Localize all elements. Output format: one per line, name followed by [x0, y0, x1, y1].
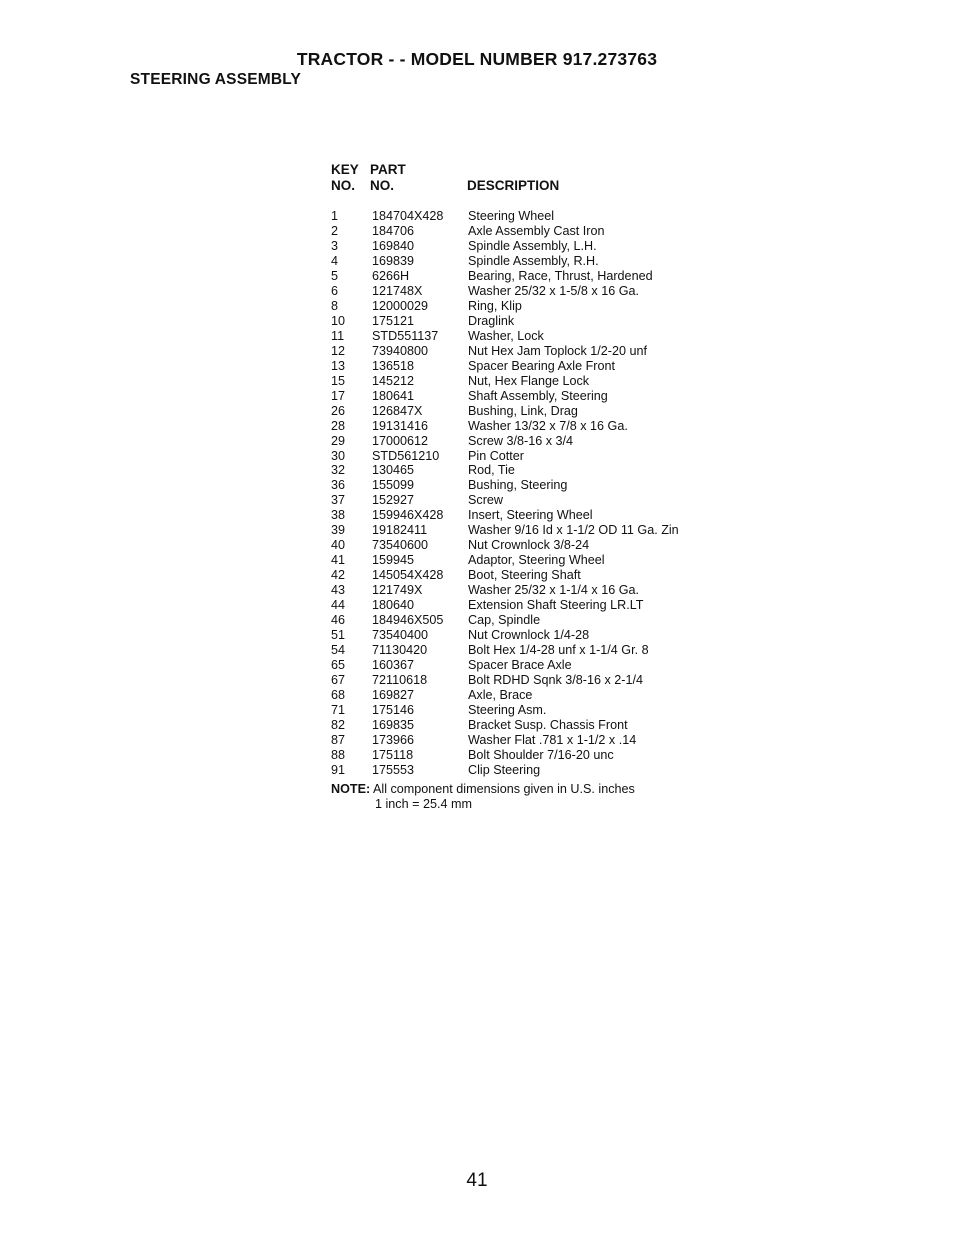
- description: Nut Crownlock 3/8-24: [468, 538, 590, 553]
- part-no: 152927: [372, 493, 415, 508]
- key-no: 41: [331, 553, 346, 568]
- description: Bushing, Steering: [468, 478, 568, 493]
- description: Washer 9/16 Id x 1-1/2 OD 11 Ga. Zin: [468, 523, 679, 538]
- col-header-part-line2: NO.: [370, 178, 395, 193]
- part-no: 145212: [372, 373, 415, 388]
- table-row: [331, 733, 891, 748]
- key-no: 8: [331, 298, 339, 313]
- description: Nut Hex Jam Toplock 1/2-20 unf: [468, 343, 647, 358]
- part-no: 160367: [372, 658, 415, 673]
- part-no: 19131416: [372, 418, 429, 433]
- description: Washer 25/32 x 1-1/4 x 16 Ga.: [468, 583, 640, 598]
- col-header-key-no: [331, 162, 359, 194]
- key-no: 40: [331, 538, 346, 553]
- description: Spindle Assembly, R.H.: [468, 253, 599, 268]
- part-no: 17000612: [372, 433, 429, 448]
- table-row: [331, 239, 891, 254]
- key-no: 32: [331, 463, 346, 478]
- table-row: [331, 359, 891, 374]
- key-no: 87: [331, 732, 346, 747]
- part-no: 136518: [372, 358, 415, 373]
- description: Steering Asm.: [468, 702, 547, 717]
- description: Screw 3/8-16 x 3/4: [468, 433, 573, 448]
- key-no: 28: [331, 418, 346, 433]
- key-no: 68: [331, 688, 346, 702]
- key-no: 12: [331, 343, 346, 358]
- note-conversion: 1 inch = 25.4 mm: [375, 797, 472, 811]
- table-row: [331, 643, 891, 658]
- description: Axle Assembly Cast Iron: [468, 223, 605, 238]
- description: Bushing, Link, Drag: [468, 403, 578, 418]
- page-number: 41: [466, 1170, 488, 1191]
- description: Ring, Klip: [468, 298, 522, 313]
- description: Spindle Assembly, L.H.: [468, 238, 597, 253]
- key-no: 37: [331, 493, 346, 508]
- key-no: 5: [331, 268, 339, 283]
- table-row: [331, 628, 891, 643]
- description: Adaptor, Steering Wheel: [468, 553, 605, 568]
- part-no: 145054X428: [372, 568, 444, 583]
- table-row: [331, 568, 891, 583]
- table-row: [331, 523, 891, 538]
- col-header-part-no: [370, 162, 406, 194]
- key-no: 10: [331, 313, 346, 328]
- key-no: 15: [331, 373, 346, 388]
- description: Pin Cotter: [468, 448, 524, 463]
- part-no: 130465: [372, 463, 415, 478]
- table-row: [331, 269, 891, 284]
- part-no: 169835: [372, 717, 415, 732]
- description: Extension Shaft Steering LR.LT: [468, 598, 644, 613]
- table-row: [331, 703, 891, 718]
- description: Cap, Spindle: [468, 613, 541, 628]
- table-row: [331, 538, 891, 553]
- table-row: [331, 209, 891, 224]
- key-no: 82: [331, 717, 346, 732]
- table-row: [331, 374, 891, 389]
- key-no: 38: [331, 508, 346, 523]
- part-no: 6266H: [372, 268, 410, 283]
- part-no: 71130420: [372, 643, 428, 658]
- key-no: 6: [331, 283, 339, 298]
- key-no: 36: [331, 478, 346, 493]
- part-no: 121748X: [372, 283, 423, 298]
- table-row: [331, 478, 891, 493]
- part-no: 126847X: [372, 403, 423, 418]
- table-row: [331, 598, 891, 613]
- part-no: 73540400: [372, 628, 429, 643]
- key-no: 11: [331, 328, 345, 343]
- table-row: [331, 434, 891, 449]
- table-row: [331, 419, 891, 434]
- description: Washer Flat .781 x 1-1/2 x .14: [468, 732, 637, 747]
- table-row: [331, 224, 891, 239]
- table-row: [331, 404, 891, 419]
- description: Spacer Brace Axle: [468, 658, 572, 673]
- part-no: 73540600: [372, 538, 429, 553]
- key-no: 44: [331, 598, 346, 613]
- note-text: All component dimensions given in U.S. inches: [370, 782, 635, 796]
- part-no: 184946X505: [372, 613, 444, 628]
- description: Nut Crownlock 1/4-28: [468, 628, 590, 643]
- description: Spacer Bearing Axle Front: [468, 358, 616, 373]
- table-row: [331, 613, 891, 628]
- description: Rod, Tie: [468, 463, 515, 478]
- description: Screw: [468, 493, 503, 508]
- table-row: [331, 463, 891, 478]
- col-header-key-line1: KEY: [331, 162, 359, 177]
- part-no: 184704X428: [372, 209, 444, 223]
- table-row: [331, 344, 891, 359]
- table-row: [331, 254, 891, 269]
- key-no: 17: [331, 388, 346, 403]
- description: Axle, Brace: [468, 688, 533, 702]
- note-label: NOTE:: [331, 782, 371, 796]
- key-no: 13: [331, 358, 346, 373]
- key-no: 30: [331, 448, 346, 463]
- part-no: 169840: [372, 238, 415, 253]
- key-no: 67: [331, 673, 346, 688]
- part-no: 72110618: [372, 673, 428, 688]
- description: Steering Wheel: [468, 209, 555, 223]
- table-row: [331, 299, 891, 314]
- key-no: 54: [331, 643, 346, 658]
- key-no: 71: [331, 702, 346, 717]
- col-header-part-line1: PART: [370, 162, 406, 177]
- part-no: 19182411: [372, 523, 428, 538]
- key-no: 4: [331, 253, 339, 268]
- part-no: STD561210: [372, 448, 440, 463]
- table-row: [331, 449, 891, 464]
- page-title: TRACTOR - - MODEL NUMBER 917.273763: [296, 49, 658, 69]
- part-no: 175121: [372, 313, 415, 328]
- table-row: [331, 658, 891, 673]
- description: Bracket Susp. Chassis Front: [468, 717, 628, 732]
- description: Bolt Hex 1/4-28 unf x 1-1/4 Gr. 8: [468, 643, 649, 658]
- table-row: [331, 493, 891, 508]
- part-no: 180640: [372, 598, 415, 613]
- description: Shaft Assembly, Steering: [468, 388, 608, 403]
- part-no: 175553: [372, 762, 415, 777]
- section-title: STEERING ASSEMBLY: [130, 71, 302, 88]
- table-row: [331, 389, 891, 404]
- table-row: [331, 583, 891, 598]
- part-no: 169839: [372, 253, 415, 268]
- part-no: 155099: [372, 478, 415, 493]
- part-no: 169827: [372, 688, 415, 702]
- part-no: 12000029: [372, 298, 429, 313]
- table-row: [331, 314, 891, 329]
- key-no: 3: [331, 238, 339, 253]
- description: Washer 25/32 x 1-5/8 x 16 Ga.: [468, 283, 640, 298]
- key-no: 51: [331, 628, 346, 643]
- key-no: 29: [331, 433, 346, 448]
- table-row: [331, 508, 891, 523]
- note: [331, 782, 635, 812]
- part-no: 159946X428: [372, 508, 444, 523]
- description: Clip Steering: [468, 762, 541, 777]
- key-no: 39: [331, 523, 346, 538]
- key-no: 46: [331, 613, 346, 628]
- part-no: 175146: [372, 702, 415, 717]
- description: Bearing, Race, Thrust, Hardened: [468, 268, 653, 283]
- description: Washer 13/32 x 7/8 x 16 Ga.: [468, 418, 628, 433]
- part-no: STD551137: [372, 328, 439, 343]
- key-no: 2: [331, 223, 339, 238]
- part-no: 121749X: [372, 583, 423, 598]
- table-row: [331, 329, 891, 344]
- key-no: 42: [331, 568, 346, 583]
- key-no: 1: [331, 209, 339, 223]
- col-header-key-line2: NO.: [331, 178, 356, 193]
- part-no: 73940800: [372, 343, 429, 358]
- key-no: 26: [331, 403, 346, 418]
- col-header-description: DESCRIPTION: [467, 178, 560, 193]
- part-no: 173966: [372, 732, 415, 747]
- part-no: 184706: [372, 223, 415, 238]
- table-row: [331, 284, 891, 299]
- table-row: [331, 763, 891, 778]
- key-no: 43: [331, 583, 346, 598]
- part-no: 180641: [372, 388, 415, 403]
- key-no: 88: [331, 747, 346, 762]
- description: Washer, Lock: [468, 328, 544, 343]
- key-no: 65: [331, 658, 346, 673]
- table-row: [331, 553, 891, 568]
- description: Bolt RDHD Sqnk 3/8-16 x 2-1/4: [468, 673, 643, 688]
- key-no: 91: [331, 762, 346, 777]
- parts-list: [331, 209, 891, 778]
- description: Insert, Steering Wheel: [468, 508, 593, 523]
- part-no: 175118: [372, 747, 414, 762]
- part-no: 159945: [372, 553, 415, 568]
- description: Nut, Hex Flange Lock: [468, 373, 590, 388]
- description: Bolt Shoulder 7/16-20 unc: [468, 747, 614, 762]
- table-row: [331, 718, 891, 733]
- description: Draglink: [468, 313, 515, 328]
- table-row: [331, 688, 891, 703]
- table-row: [331, 748, 891, 763]
- description: Boot, Steering Shaft: [468, 568, 581, 583]
- table-row: [331, 673, 891, 688]
